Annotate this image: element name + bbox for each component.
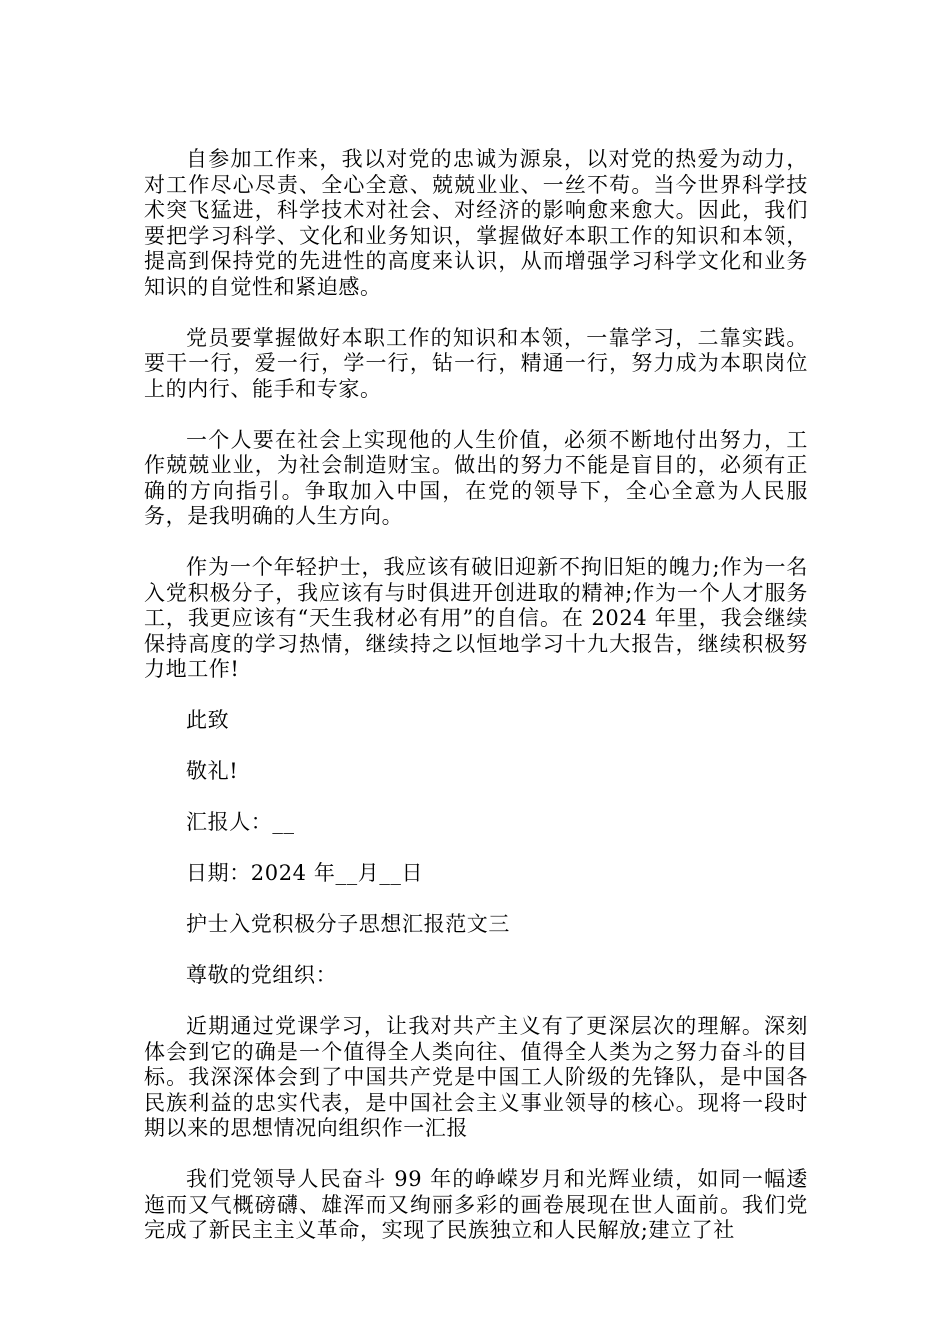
document-body [144,147,808,1244]
greeting-line: 尊敬的党组织： [186,963,338,987]
closing-line: 此致 [186,708,230,732]
paragraph-2: 党员要掌握做好本职工作的知识和本领，一靠学习，二靠实践。要干一行，爱一行，学一行，钻一行，精通一行，努力成为本职岗位上的内行、能手和专家。 [144,325,808,401]
paragraph-6: 我们党领导人民奋斗 99 年的峥嵘岁月和光辉业绩，如同一幅逶迤而又气概磅礴、雄浑而又绚丽多彩的画卷展现在世人面前。我们党完成了新民主主义革命，实现了民族独立和人民解放;建立了社 [144,1167,808,1242]
date-line: 日期：2024 年__月__日 [186,861,424,885]
paragraph-3: 一个人要在社会上实现他的人生价值，必须不断地付出努力，工作兢兢业业，为社会制造财宝。做出的努力不能是盲目的，必须有正确的方向指引。争取加入中国，在党的领导下，全心全意为人民服务，是我明确的人生方向。 [144,427,808,528]
paragraph-4: 作为一个年轻护士，我应该有破旧迎新不拘旧矩的魄力;作为一名入党积极分子，我应该有与时俱进开创进取的精神;作为一个人才服务工，我更应该有“天生我材必有用”的自信。在 2024 年里，我会继续保持高度的学习热情，继续持之以恒地学习十九大报告，继续积极努力地工作! [144,555,808,681]
paragraph-5: 近期通过党课学习，让我对共产主义有了更深层次的理解。深刻体会到它的确是一个值得全人类向往、值得全人类为之努力奋斗的目标。我深深体会到了中国共产党是中国工人阶级的先锋队，是中国各民族利益的忠实代表，是中国社会主义事业领导的核心。现将一段时期以来的思想情况向组织作一汇报 [144,1014,808,1140]
salute-line: 敬礼! [186,759,239,783]
reporter-line: 汇报人：__ [186,810,295,834]
section-title: 护士入党积极分子思想汇报范文三 [186,912,510,936]
paragraph-1: 自参加工作来，我以对党的忠诚为源泉，以对党的热爱为动力，对工作尽心尽责、全心全意、兢兢业业、一丝不苟。当今世界科学技术突飞猛进，科学技术对社会、对经济的影响愈来愈大。因此，我们要把学习科学、文化和业务知识，掌握做好本职工作的知识和本领，提高到保持党的先进性的高度来认识，从而增强学习科学文化和业务知识的自觉性和紧迫感。 [144,147,808,299]
